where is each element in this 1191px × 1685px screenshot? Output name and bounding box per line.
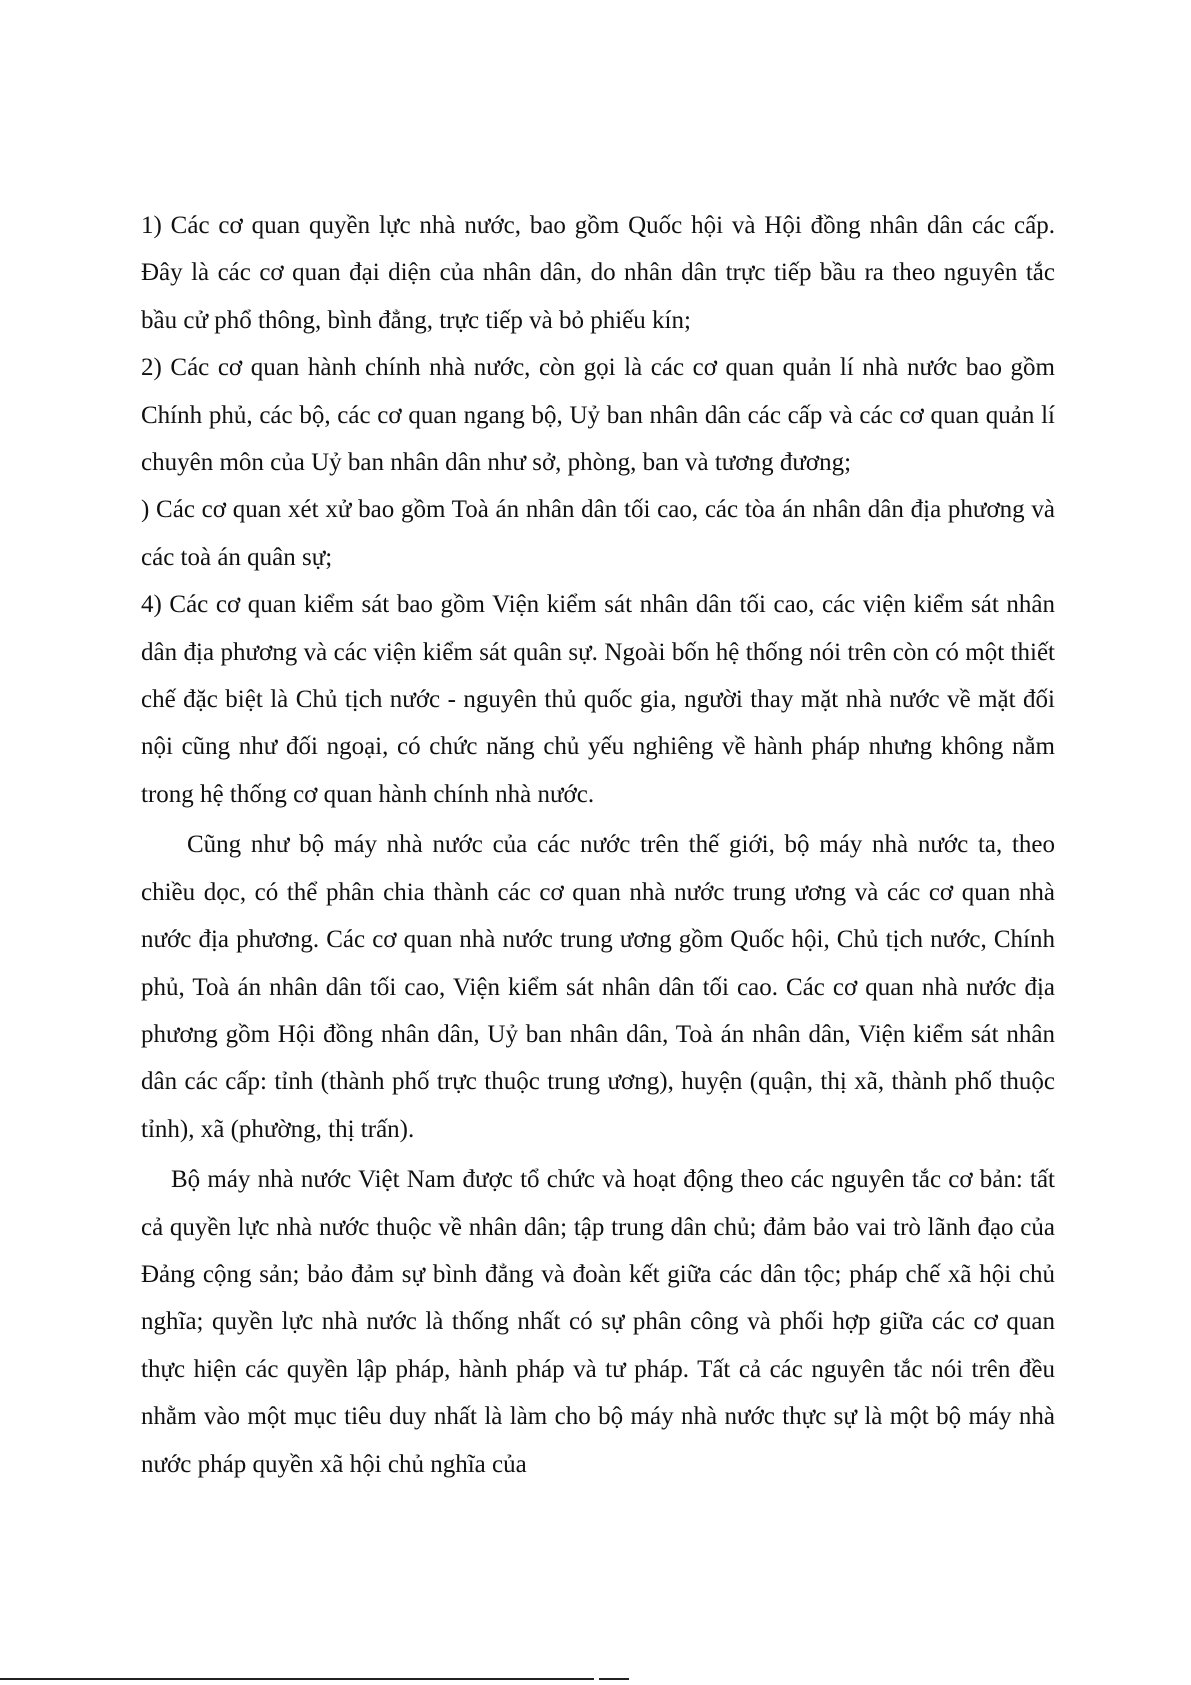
paragraph-procuracy-bodies: 4) Các cơ quan kiểm sát bao gồm Viện kiểm sát nhân dân tối cao, các viện kiểm sát nhân dân địa phương và các viện kiểm sát quân sự. Ngoài bốn hệ thống nói trên còn có một thiết chế đặc biệt là Chủ tịch nước - nguyên thủ quốc gia, người thay mặt nhà nước về mặt đối nội cũng như đối ngoại, có chức năng chủ yếu nghiêng về hành pháp nhưng không nằm trong hệ thống cơ quan hành chính nhà nước. — [141, 591, 1055, 808]
footer-divider — [0, 1678, 594, 1680]
body-text — [141, 202, 1055, 1488]
paragraph-central-local-division: Cũng như bộ máy nhà nước của các nước trên thế giới, bộ máy nhà nước ta, theo chiều dọc, có thể phân chia thành các cơ quan nhà nước trung ương và các cơ quan nhà nước địa phương. Các cơ quan nhà nước trung ương gồm Quốc hội, Chủ tịch nước, Chính phủ, Toà án nhân dân tối cao, Viện kiểm sát nhân dân tối cao. Các cơ quan nhà nước địa phương gồm Hội đồng nhân dân, Uỷ ban nhân dân, Toà án nhân dân, Viện kiểm sát nhân dân các cấp: tỉnh (thành phố trực thuộc trung ương), huyện (quận, thị xã, thành phố thuộc tỉnh), xã (phường, thị trấn). — [141, 831, 1055, 1143]
paragraph-organizing-principles: Bộ máy nhà nước Việt Nam được tổ chức và hoạt động theo các nguyên tắc cơ bản: tất cả quyền lực nhà nước thuộc về nhân dân; tập trung dân chủ; đảm bảo vai trò lãnh đạo của Đảng cộng sản; bảo đảm sự bình đẳng và đoàn kết giữa các dân tộc; pháp chế xã hội chủ nghĩa; quyền lực nhà nước là thống nhất có sự phân công và phối hợp giữa các cơ quan thực hiện các quyền lập pháp, hành pháp và tư pháp. Tất cả các nguyên tắc nói trên đều nhằm vào một mục tiêu duy nhất là làm cho bộ máy nhà nước thực sự là một bộ máy nhà nước pháp quyền xã hội chủ nghĩa của — [141, 1166, 1055, 1478]
paragraph-administrative-bodies: 2) Các cơ quan hành chính nhà nước, còn gọi là các cơ quan quản lí nhà nước bao gồm Chính phủ, các bộ, các cơ quan ngang bộ, Uỷ ban nhân dân các cấp và các cơ quan quản lí chuyên môn của Uỷ ban nhân dân như sở, phòng, ban và tương đương; — [141, 354, 1055, 477]
paragraph-judicial-bodies: ) Các cơ quan xét xử bao gồm Toà án nhân dân tối cao, các tòa án nhân dân địa phương và các toà án quân sự; — [141, 496, 1055, 571]
footer-divider-tail — [599, 1678, 629, 1680]
paragraph-legislative-bodies: 1) Các cơ quan quyền lực nhà nước, bao gồm Quốc hội và Hội đồng nhân dân các cấp. Đây là các cơ quan đại diện của nhân dân, do nhân dân trực tiếp bầu ra theo nguyên tắc bầu cử phổ thông, bình đẳng, trực tiếp và bỏ phiếu kín; — [141, 212, 1055, 334]
